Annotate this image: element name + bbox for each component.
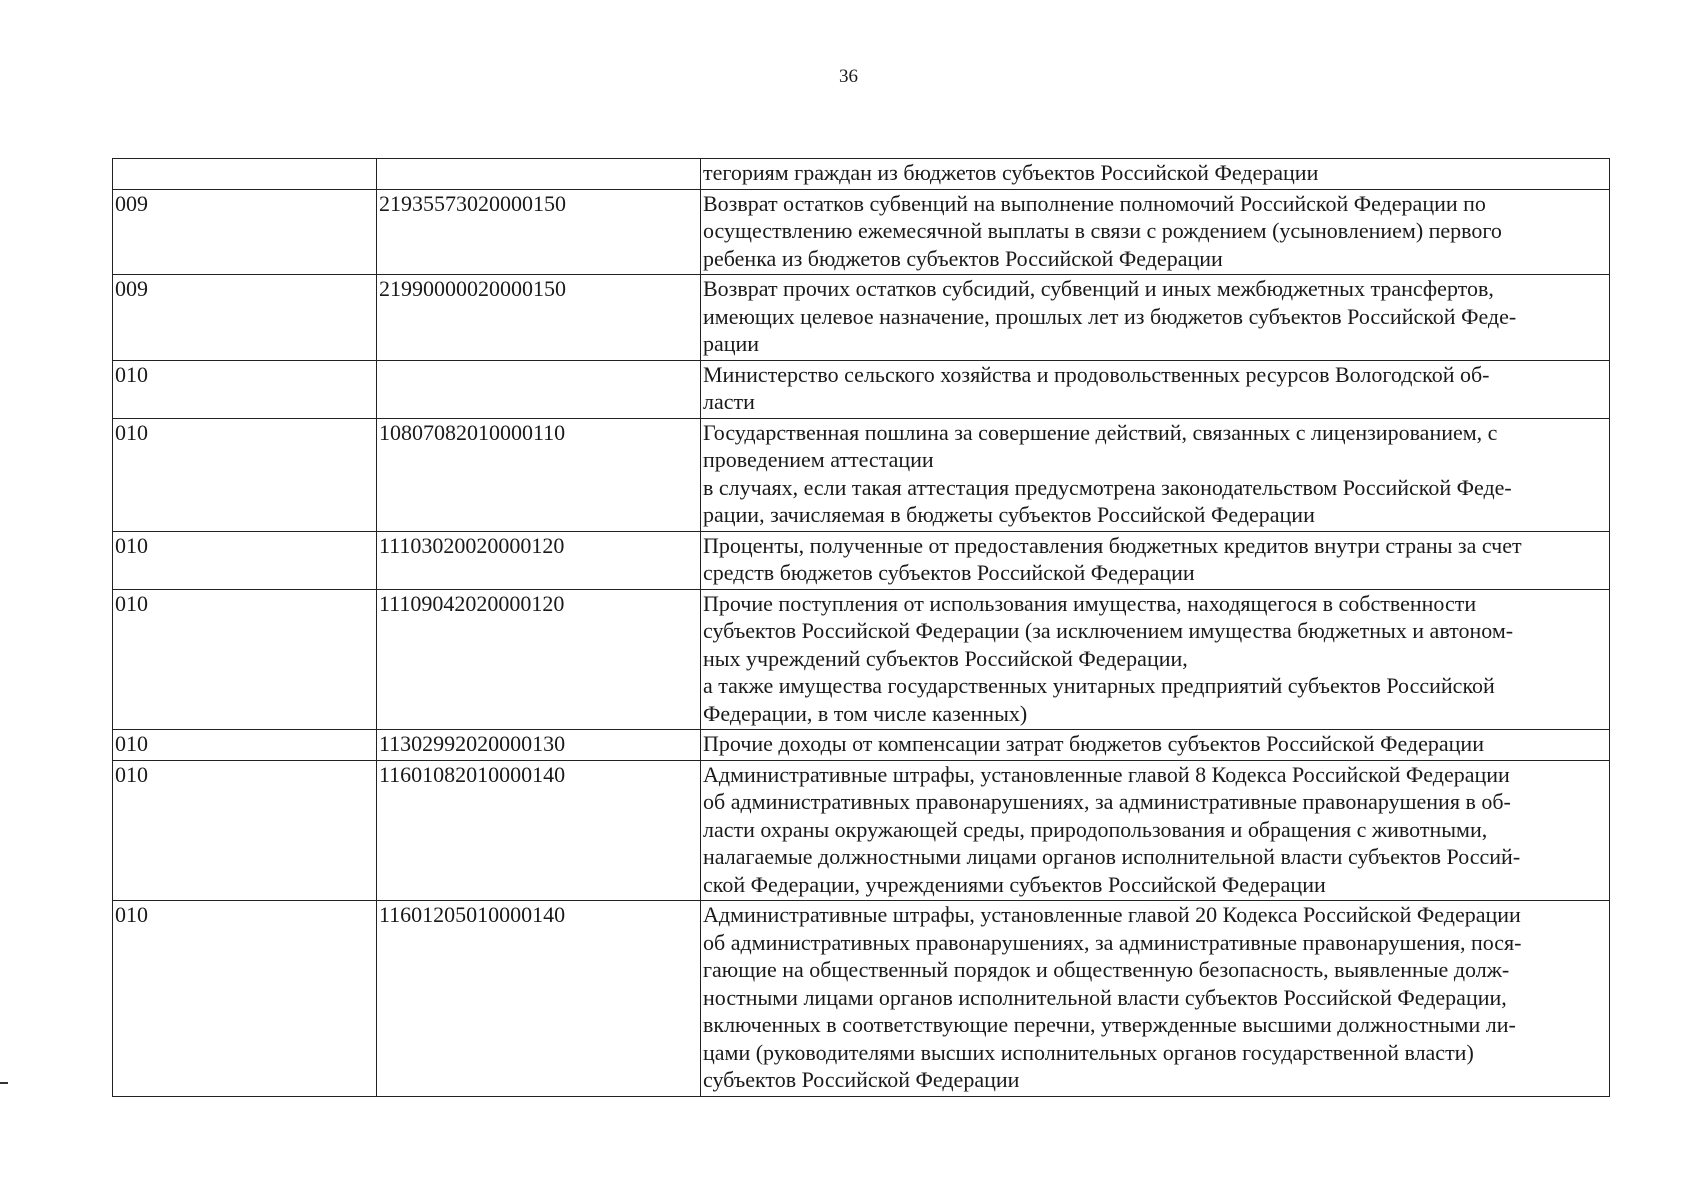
admin-code-cell: 010 xyxy=(113,360,377,418)
revenue-codes-table-container xyxy=(112,158,1609,1097)
description-line: включенных в соответствующие перечни, утвержденные высшими должностными ли- xyxy=(703,1012,1516,1037)
kbk-code-cell: 21935573020000150 xyxy=(377,189,701,275)
description-line: осуществлению ежемесячной выплаты в связи с рождением (усыновлением) первого xyxy=(703,218,1502,243)
description-cell xyxy=(701,531,1610,589)
table-row xyxy=(113,589,1610,730)
admin-code-cell: 009 xyxy=(113,275,377,361)
description-line: Прочие доходы от компенсации затрат бюджетов субъектов Российской Федерации xyxy=(703,731,1484,756)
table-row xyxy=(113,360,1610,418)
description-line: Федерации, в том числе казенных) xyxy=(703,700,1028,726)
table-row xyxy=(113,760,1610,901)
description-cell xyxy=(701,189,1610,275)
description-cell xyxy=(701,760,1610,901)
description-cell xyxy=(701,901,1610,1097)
table-row xyxy=(113,730,1610,761)
kbk-code-cell xyxy=(377,360,701,418)
kbk-code-cell: 11302992020000130 xyxy=(377,730,701,761)
description-line: Возврат остатков субвенций на выполнение полномочий Российской Федерации по xyxy=(703,190,1486,216)
description-line: Государственная пошлина за совершение действий, связанных с лицензированием, с xyxy=(703,419,1498,445)
description-line: ласти xyxy=(703,389,755,414)
admin-code-cell: 010 xyxy=(113,730,377,761)
description-line: Возврат прочих остатков субсидий, субвенций и иных межбюджетных трансфертов, xyxy=(703,276,1494,301)
description-line: Административные штрафы, установленные главой 8 Кодекса Российской Федерации xyxy=(703,761,1510,787)
description-line: Министерство сельского хозяйства и продовольственных ресурсов Вологодской об- xyxy=(703,361,1490,387)
description-line: налагаемые должностными лицами органов исполнительной власти субъектов Россий- xyxy=(703,844,1521,869)
revenue-codes-table xyxy=(112,158,1610,1097)
table-body xyxy=(113,159,1610,1097)
admin-code-cell xyxy=(113,159,377,190)
table-row xyxy=(113,275,1610,361)
admin-code-cell: 010 xyxy=(113,531,377,589)
table-row xyxy=(113,159,1610,190)
description-line: об административных правонарушениях, за административные правонарушения, пося- xyxy=(703,929,1522,955)
kbk-code-cell: 11601082010000140 xyxy=(377,760,701,901)
description-line: в случаях, если такая аттестация предусмотрена законодательством Российской Феде- xyxy=(703,474,1512,500)
table-row xyxy=(113,418,1610,531)
table-row xyxy=(113,189,1610,275)
description-line: цами (руководителями высших исполнительных органов государственной власти) xyxy=(703,1039,1474,1065)
kbk-code-cell: 21990000020000150 xyxy=(377,275,701,361)
description-line: тегориям граждан из бюджетов субъектов Российской Федерации xyxy=(703,160,1319,185)
description-line: имеющих целевое назначение, прошлых лет из бюджетов субъектов Российской Феде- xyxy=(703,303,1517,329)
admin-code-cell: 010 xyxy=(113,418,377,531)
kbk-code-cell: 11601205010000140 xyxy=(377,901,701,1097)
table-row xyxy=(113,531,1610,589)
description-line: рации xyxy=(703,331,760,356)
admin-code-cell: 010 xyxy=(113,760,377,901)
description-cell xyxy=(701,418,1610,531)
admin-code-cell: 010 xyxy=(113,589,377,730)
description-cell xyxy=(701,275,1610,361)
table-row xyxy=(113,901,1610,1097)
description-line: рации, зачисляемая в бюджеты субъектов Российской Федерации xyxy=(703,502,1315,527)
description-line: об административных правонарушениях, за административные правонарушения в об- xyxy=(703,789,1511,814)
description-line: ных учреждений субъектов Российской Федерации, xyxy=(703,645,1188,671)
description-line: ребенка из бюджетов субъектов Российской Федерации xyxy=(703,245,1223,271)
admin-code-cell: 009 xyxy=(113,189,377,275)
description-line: ностными лицами органов исполнительной власти субъектов Российской Федерации, xyxy=(703,984,1507,1010)
description-cell xyxy=(701,730,1610,761)
kbk-code-cell: 11109042020000120 xyxy=(377,589,701,730)
scan-edge-mark xyxy=(0,1082,8,1084)
admin-code-cell: 010 xyxy=(113,901,377,1097)
description-line: ласти охраны окружающей среды, природопользования и обращения с животными, xyxy=(703,816,1488,842)
description-cell xyxy=(701,159,1610,190)
page-number: 36 xyxy=(839,66,858,87)
kbk-code-cell: 10807082010000110 xyxy=(377,418,701,531)
description-line: гающие на общественный порядок и общественную безопасность, выявленные долж- xyxy=(703,957,1510,982)
description-line: Прочие поступления от использования имущества, находящегося в собственности xyxy=(703,590,1477,616)
description-cell xyxy=(701,589,1610,730)
description-line: ской Федерации, учреждениями субъектов Российской Федерации xyxy=(703,871,1326,897)
description-line: средств бюджетов субъектов Российской Федерации xyxy=(703,560,1195,585)
description-line: Проценты, полученные от предоставления бюджетных кредитов внутри страны за счет xyxy=(703,532,1522,558)
description-cell xyxy=(701,360,1610,418)
description-line: субъектов Российской Федерации (за исключением имущества бюджетных и автоном- xyxy=(703,618,1514,643)
description-line: а также имущества государственных унитарных предприятий субъектов Российской xyxy=(703,673,1495,698)
kbk-code-cell: 11103020020000120 xyxy=(377,531,701,589)
kbk-code-cell xyxy=(377,159,701,190)
description-line: проведением аттестации xyxy=(703,447,934,472)
description-line: субъектов Российской Федерации xyxy=(703,1067,1020,1092)
description-line: Административные штрафы, установленные главой 20 Кодекса Российской Федерации xyxy=(703,902,1521,927)
